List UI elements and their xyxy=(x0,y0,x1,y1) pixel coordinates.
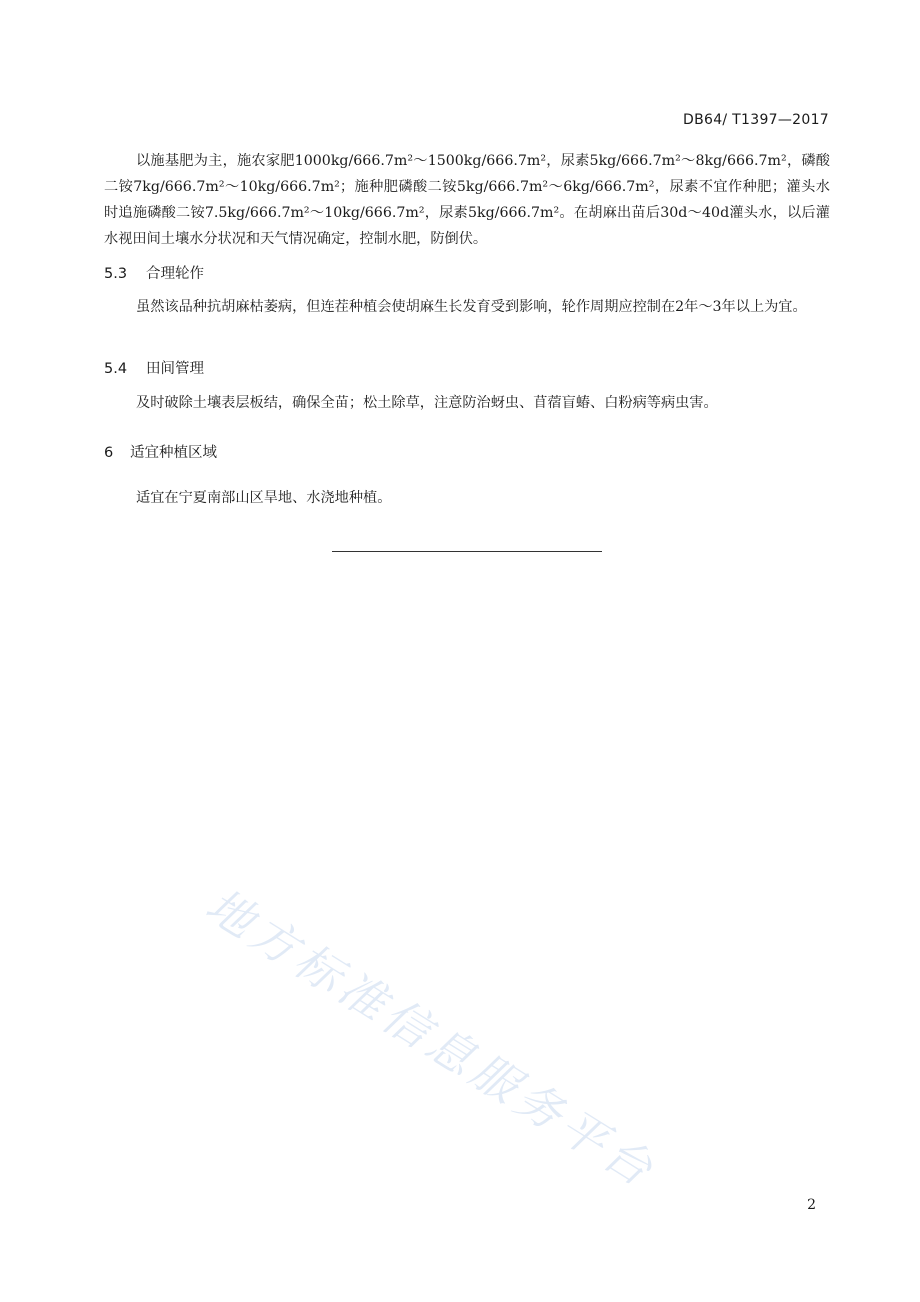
section-title: 田间管理 xyxy=(146,361,204,377)
management-paragraph: 及时破除土壤表层板结，确保全苗；松土除草，注意防治蚜虫、苜蓿盲蝽、白粉病等病虫害。 xyxy=(136,395,718,411)
section-5-4-heading xyxy=(104,357,204,378)
region-paragraph: 适宜在宁夏南部山区旱地、水浇地种植。 xyxy=(136,490,392,506)
section-title: 合理轮作 xyxy=(146,266,204,282)
section-title: 适宜种植区域 xyxy=(130,445,217,461)
section-5-3-heading xyxy=(104,262,204,283)
watermark: 地方标准信息服务平台 xyxy=(196,877,667,1199)
section-number: 5.3 xyxy=(104,266,128,282)
section-number: 6 xyxy=(104,445,114,461)
page-number: 2 xyxy=(807,1197,816,1213)
section-6-heading xyxy=(104,441,217,462)
section-number: 5.4 xyxy=(104,361,128,377)
fertilizer-paragraph: 以施基肥为主，施农家肥1000kg/666.7m²～1500kg/666.7m²，尿素5kg/666.7m²～8kg/666.7m²，磷酸二铵7kg/666.7m²～10kg/666.7m²；施种肥磷酸二铵5kg/666.7m²～6kg/666.7m²，尿素不宜作种肥；灌头水时追施磷酸二铵7.5kg/666.7m²～10kg/666.7m²，尿素5kg/666.7m²。在胡麻出苗后30d～40d灌头水，以后灌水视田间土壤水分状况和天气情况确定，控制水肥，防倒伏。 xyxy=(104,153,830,247)
rotation-paragraph: 虽然该品种抗胡麻枯萎病，但连茬种植会使胡麻生长发育受到影响，轮作周期应控制在2年～3年以上为宜。 xyxy=(136,299,807,315)
document-code: DB64/ T1397—2017 xyxy=(683,112,829,128)
end-of-document-rule xyxy=(332,551,602,552)
